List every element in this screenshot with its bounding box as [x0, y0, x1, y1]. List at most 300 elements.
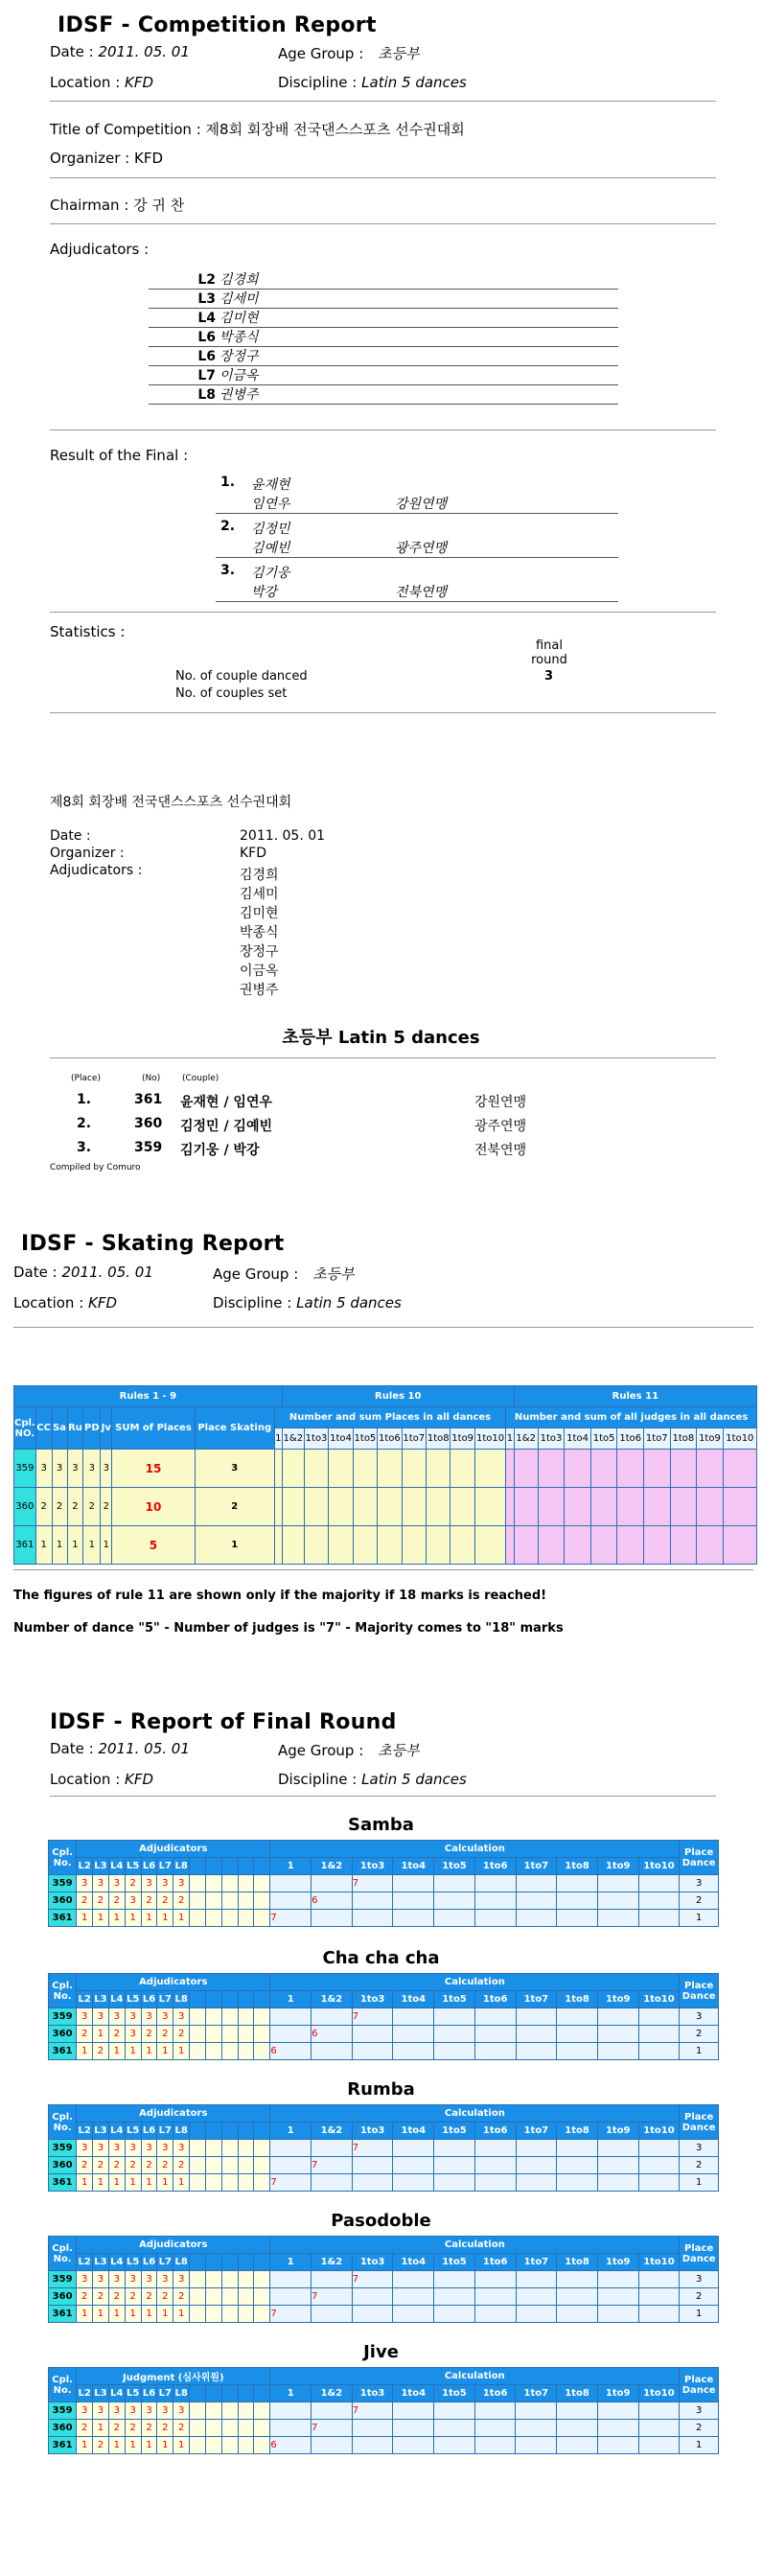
judge-header-empty [254, 2385, 270, 2402]
age-label: Age Group : [278, 45, 364, 62]
rule11-cell [565, 1526, 591, 1565]
place-dance-header: Place Dance [680, 2237, 719, 2271]
judge-mark: 2 [108, 2157, 125, 2174]
divider [50, 223, 716, 224]
judge-mark-empty [205, 2174, 221, 2192]
couple-no: 361 [49, 2437, 77, 2454]
dance-row [49, 1892, 719, 1910]
divider [50, 177, 716, 178]
dance-header-row [49, 2237, 719, 2254]
place-dance-header: Place Dance [680, 2368, 719, 2402]
judge-mark-empty [221, 1910, 238, 1927]
calc-cell [434, 1892, 475, 1910]
summary-club: 광주연맹 [474, 1119, 527, 1134]
judge-mark-empty [205, 2271, 221, 2288]
organizer-row [50, 150, 163, 167]
cpl-no-header: Cpl. NO. [14, 1407, 36, 1450]
calc-cell [516, 2008, 557, 2026]
judge-mark: 2 [157, 1892, 173, 1910]
judge-mark-empty [254, 2043, 270, 2060]
judge-header-empty [221, 2385, 238, 2402]
calc-cell [638, 2306, 680, 2323]
judge-mark: 1 [125, 2043, 141, 2060]
judge-mark: 1 [93, 2026, 109, 2043]
rule11-cell [723, 1450, 756, 1488]
skating-report-title: IDSF - Skating Report [21, 1232, 285, 1256]
dance-row [49, 1910, 719, 1927]
calc-cell [557, 1910, 598, 1927]
rule10-cell [304, 1488, 328, 1526]
location-row [50, 74, 153, 91]
rule10-cell [274, 1526, 282, 1565]
judge-header-empty [221, 2123, 238, 2140]
judge-mark: 1 [77, 2437, 93, 2454]
judge-header: L2 [77, 1991, 93, 2008]
calculation-header: Calculation [270, 2368, 680, 2385]
result-club: 전북연맹 [395, 585, 448, 600]
judge-mark-empty [221, 1892, 238, 1910]
calc-cell [516, 2174, 557, 2192]
calc-col-header: 1to3 [352, 1858, 393, 1875]
final-round-title: IDSF - Report of Final Round [50, 1710, 397, 1734]
judge-mark: 3 [157, 2008, 173, 2026]
judge-mark: 3 [77, 2140, 93, 2157]
adjudicator-code: L4 [197, 311, 216, 326]
judge-mark-empty [254, 2008, 270, 2026]
judge-mark: 1 [108, 2306, 125, 2323]
calc-col-header: 1to4 [393, 2254, 434, 2271]
majority-note: Number of dance "5" - Number of judges is "7" - Majority comes to "18" marks [13, 1621, 564, 1636]
judge-mark-empty [205, 2157, 221, 2174]
rule10-cell [427, 1450, 450, 1488]
summary-place: 3. [77, 1140, 92, 1155]
judge-mark-empty [221, 2026, 238, 2043]
adjudicator-row [149, 384, 618, 405]
calc-col-header: 1to5 [434, 1858, 475, 1875]
judge-mark-empty [205, 2288, 221, 2306]
calc-cell [474, 2420, 516, 2437]
judge-mark-empty [254, 1892, 270, 1910]
calc-col-header: 1to10 [638, 1991, 680, 2008]
judge-header: L2 [77, 2123, 93, 2140]
couple-no: 361 [49, 1910, 77, 1927]
calc-col-header: 1&2 [312, 1991, 353, 2008]
judge-mark-empty [238, 2306, 254, 2323]
calc-cell [270, 2026, 312, 2043]
judge-mark: 3 [141, 1875, 157, 1892]
calc-col-header: 1to8 [557, 2254, 598, 2271]
judge-mark: 3 [141, 2402, 157, 2420]
date-value: 2011. 05. 01 [98, 43, 190, 60]
date-label: Date : [50, 43, 94, 60]
couple-no: 361 [14, 1526, 36, 1565]
calc-cell [516, 2140, 557, 2157]
fr-discipline-row [278, 1771, 467, 1788]
judge-mark: 1 [93, 2420, 109, 2437]
calc-col-header: 1to3 [352, 2385, 393, 2402]
place-dance: 1 [680, 2437, 719, 2454]
rule11-cell [670, 1488, 697, 1526]
result-place: 3. [220, 563, 236, 578]
calc-cell [434, 1875, 475, 1892]
calc-cell [352, 2174, 393, 2192]
calc-col-header: 1&2 [312, 2254, 353, 2271]
judge-mark: 1 [141, 2306, 157, 2323]
calc-cell [474, 2402, 516, 2420]
couple-no: 361 [49, 2174, 77, 2192]
divider [50, 429, 716, 430]
calc-col-header: 1 [270, 2123, 312, 2140]
judge-mark: 1 [125, 1910, 141, 1927]
dance-row [49, 2157, 719, 2174]
couple-no: 359 [49, 2271, 77, 2288]
calc-value: 6 [270, 2437, 312, 2454]
summary-place: 2. [77, 1116, 92, 1131]
calc-cell [516, 2420, 557, 2437]
calc-cell [638, 2157, 680, 2174]
place-dance: 2 [680, 2420, 719, 2437]
judge-header-empty [205, 2123, 221, 2140]
calc-col-header: 1to9 [597, 1858, 638, 1875]
judge-mark: 2 [77, 2420, 93, 2437]
judge-mark-empty [190, 2271, 206, 2288]
judge-mark-empty [221, 2157, 238, 2174]
divider [50, 1796, 716, 1797]
calc-col-header: 1to9 [597, 2385, 638, 2402]
judge-mark: 3 [173, 2008, 190, 2026]
rule10-cell [282, 1488, 304, 1526]
calc-value: 7 [312, 2420, 353, 2437]
calc-cell [597, 2026, 638, 2043]
judge-mark: 2 [108, 2288, 125, 2306]
rule11-cell [723, 1488, 756, 1526]
calc-cell [270, 1892, 312, 1910]
calc-cell [597, 2174, 638, 2192]
dance-row [49, 2140, 719, 2157]
judge-mark-empty [254, 1875, 270, 1892]
judge-header-empty [205, 2385, 221, 2402]
couples-danced-value: 3 [544, 669, 554, 684]
calc-cell [474, 2288, 516, 2306]
judge-mark-empty [238, 2140, 254, 2157]
judge-mark-empty [190, 2420, 206, 2437]
judge-mark-empty [221, 1875, 238, 1892]
dance-row [49, 2271, 719, 2288]
calc-cell [557, 2157, 598, 2174]
judge-mark-empty [205, 2008, 221, 2026]
calc-col-header: 1&2 [312, 2123, 353, 2140]
calc-col-header: 1to5 [590, 1428, 617, 1450]
fr-discipline-label: Discipline : [278, 1771, 358, 1788]
discipline-label: Discipline : [278, 74, 358, 91]
calc-cell [557, 2174, 598, 2192]
judge-mark: 2 [108, 1892, 125, 1910]
rule11-cell [697, 1526, 724, 1565]
calc-col-header: 1 [506, 1428, 515, 1450]
rule11-cell [538, 1526, 565, 1565]
judge-mark: 1 [141, 1910, 157, 1927]
adjudicator-row [149, 346, 618, 366]
judge-header-empty [190, 1858, 206, 1875]
calc-cell [312, 2437, 353, 2454]
judge-mark-empty [238, 2437, 254, 2454]
calc-col-header: 1&2 [514, 1428, 538, 1450]
fr-discipline-value: Latin 5 dances [361, 1771, 467, 1788]
calc-value: 7 [352, 2140, 393, 2157]
adjudicators-header: Adjudicators [77, 2237, 270, 2254]
dance-header-row [49, 1841, 719, 1858]
rule11-cell [617, 1450, 644, 1488]
sk-date-label: Date : [13, 1264, 58, 1281]
sk-discipline-label: Discipline : [213, 1294, 292, 1311]
judge-mark-empty [254, 2306, 270, 2323]
calc-col-header: 1to9 [450, 1428, 474, 1450]
judge-header: L8 [173, 2385, 190, 2402]
calc-cell [312, 2174, 353, 2192]
fr-date-row [50, 1740, 190, 1757]
judge-mark: 3 [125, 2008, 141, 2026]
judge-mark: 2 [173, 2288, 190, 2306]
calc-col-header: 1 [270, 1991, 312, 2008]
judge-mark: 1 [108, 2174, 125, 2192]
summary-date-value: 2011. 05. 01 [240, 828, 326, 844]
judge-header-empty [238, 2254, 254, 2271]
place-dance: 1 [680, 2174, 719, 2192]
judge-mark-empty [221, 2174, 238, 2192]
judge-mark: 2 [141, 2420, 157, 2437]
divider [13, 1569, 753, 1570]
judge-header: L7 [157, 2123, 173, 2140]
judge-mark: 1 [141, 2174, 157, 2192]
place-dance: 2 [680, 1892, 719, 1910]
rule10-cell [274, 1450, 282, 1488]
calc-cell [474, 2157, 516, 2174]
judge-mark-empty [190, 2157, 206, 2174]
judge-mark: 1 [108, 1910, 125, 1927]
rule11-cell [644, 1450, 671, 1488]
judge-header: L4 [108, 2385, 125, 2402]
summary-no: 360 [134, 1116, 163, 1131]
couple-no: 360 [14, 1488, 36, 1526]
judge-mark: 2 [141, 2157, 157, 2174]
judge-header-empty [254, 1991, 270, 2008]
couple-no: 359 [49, 2402, 77, 2420]
judge-mark-empty [221, 2306, 238, 2323]
calc-cell [597, 2157, 638, 2174]
judge-mark: 1 [173, 2306, 190, 2323]
dance-mark: 2 [83, 1488, 101, 1526]
calc-value: 6 [270, 2043, 312, 2060]
judge-header-empty [205, 1991, 221, 2008]
calc-cell [352, 2437, 393, 2454]
judge-mark: 2 [173, 2026, 190, 2043]
judge-mark-empty [190, 2437, 206, 2454]
dance-row [49, 2420, 719, 2437]
rule11-cell [697, 1450, 724, 1488]
rule10-cell [329, 1450, 353, 1488]
judge-header: L8 [173, 2254, 190, 2271]
chairman-value: 강 귀 찬 [133, 197, 185, 214]
calc-cell [312, 1910, 353, 1927]
calc-cell [270, 2157, 312, 2174]
judge-mark: 3 [173, 2140, 190, 2157]
rule11-cell [590, 1526, 617, 1565]
judge-header: L6 [141, 1991, 157, 2008]
calc-cell [474, 2306, 516, 2323]
calc-cell [352, 2420, 393, 2437]
judge-mark-empty [238, 2008, 254, 2026]
place-dance: 2 [680, 2026, 719, 2043]
dance-title: Rumba [347, 2079, 415, 2100]
adjudicator-code: L6 [197, 349, 216, 364]
sk-age-value: 초등부 [312, 1265, 355, 1283]
skating-row [14, 1450, 757, 1488]
calc-cell [638, 1892, 680, 1910]
judge-mark: 1 [77, 2043, 93, 2060]
adjudicator-code: L8 [197, 387, 216, 403]
judge-mark: 2 [173, 1892, 190, 1910]
dance-row [49, 2288, 719, 2306]
sk-date-value: 2011. 05. 01 [61, 1264, 153, 1281]
calc-col-header: 1&2 [282, 1428, 304, 1450]
rule10-cell [329, 1488, 353, 1526]
sum-places: 15 [112, 1450, 195, 1488]
rule11-cell [538, 1488, 565, 1526]
summary-adjudicator: 김세미 [240, 887, 279, 902]
calc-cell [638, 2140, 680, 2157]
judge-header: L2 [77, 2254, 93, 2271]
dance-mark: 3 [67, 1450, 83, 1488]
calc-cell [312, 2008, 353, 2026]
calc-value: 7 [270, 1910, 312, 1927]
sum-places: 10 [112, 1488, 195, 1526]
judge-mark: 3 [108, 2402, 125, 2420]
couples-set-label: No. of couples set [175, 686, 288, 701]
summary-club: 강원연맹 [474, 1095, 527, 1110]
calc-cell [474, 2174, 516, 2192]
calc-cell [557, 2026, 598, 2043]
summary-title: 제8회 회장배 전국댄스스포츠 선수권대회 [50, 795, 292, 810]
discipline-row [278, 74, 467, 91]
calc-cell [557, 2402, 598, 2420]
divider [50, 712, 716, 713]
rule11-cell [514, 1450, 538, 1488]
judge-mark-empty [205, 2043, 221, 2060]
sum-places-header: SUM of Places [112, 1407, 195, 1450]
calc-value: 7 [352, 2008, 393, 2026]
calc-col-header: 1to3 [538, 1428, 565, 1450]
judge-header-empty [254, 2254, 270, 2271]
fr-age-value: 초등부 [378, 1742, 420, 1759]
r10-sub-header: Number and sum Places in all dances [274, 1407, 505, 1428]
place-dance: 3 [680, 2140, 719, 2157]
rule10-cell [474, 1450, 505, 1488]
calc-col-header: 1to8 [670, 1428, 697, 1450]
judge-mark: 2 [157, 2026, 173, 2043]
judge-mark: 3 [77, 2271, 93, 2288]
cpl-header: Cpl. No. [49, 2368, 77, 2402]
sk-location-row [13, 1294, 117, 1311]
calc-col-header: 1to7 [516, 2123, 557, 2140]
rule11-cell [617, 1488, 644, 1526]
judge-mark: 3 [93, 2402, 109, 2420]
place-dance-header: Place Dance [680, 1841, 719, 1875]
judge-mark: 2 [93, 2437, 109, 2454]
judge-mark: 1 [125, 2437, 141, 2454]
calc-cell [434, 2437, 475, 2454]
rule10-cell [282, 1526, 304, 1565]
dance-mark: 1 [83, 1526, 101, 1565]
judge-mark: 3 [141, 2271, 157, 2288]
divider [50, 1057, 716, 1058]
dance-title: Pasodoble [331, 2211, 431, 2231]
calc-col-header: 1to3 [352, 2123, 393, 2140]
judge-mark: 1 [173, 2437, 190, 2454]
calc-cell [393, 2157, 434, 2174]
sk-date-row [13, 1264, 153, 1281]
calc-cell [638, 1910, 680, 1927]
calc-col-header: 1to4 [565, 1428, 591, 1450]
calc-cell [270, 2140, 312, 2157]
calc-cell [638, 1875, 680, 1892]
calc-cell [516, 2271, 557, 2288]
judge-mark: 3 [125, 2140, 141, 2157]
calc-cell [516, 2157, 557, 2174]
calc-col-header: 1to4 [329, 1428, 353, 1450]
adjudicator-row [149, 327, 618, 347]
summary-club: 전북연맹 [474, 1143, 527, 1158]
judge-header: L6 [141, 2123, 157, 2140]
dance-mark: 3 [83, 1450, 101, 1488]
calc-cell [434, 2140, 475, 2157]
calc-cell [557, 1892, 598, 1910]
calc-col-header: 1to4 [393, 2385, 434, 2402]
result-name1: 김기웅 [251, 566, 290, 581]
sk-discipline-value: Latin 5 dances [296, 1294, 402, 1311]
calc-cell [434, 2288, 475, 2306]
calc-cell [516, 2043, 557, 2060]
chairman-row [50, 195, 184, 215]
judge-header-empty [190, 2385, 206, 2402]
calc-cell [597, 2306, 638, 2323]
judge-mark-empty [190, 1910, 206, 1927]
calc-cell [557, 1875, 598, 1892]
judge-header: L4 [108, 2123, 125, 2140]
judge-mark-empty [254, 2271, 270, 2288]
competition-title-label: Title of Competition : [50, 121, 201, 138]
cpl-header: Cpl. No. [49, 2105, 77, 2140]
calc-col-header: 1to7 [516, 1858, 557, 1875]
r11-sub-header: Number and sum of all judges in all dances [506, 1407, 757, 1428]
adjudicator-name: 김세미 [219, 291, 259, 307]
place-dance: 3 [680, 1875, 719, 1892]
judge-header: L3 [93, 1858, 109, 1875]
result-name2: 김예빈 [251, 541, 290, 556]
calc-col-header: 1to7 [402, 1428, 426, 1450]
calc-cell [270, 2288, 312, 2306]
judge-mark-empty [221, 2437, 238, 2454]
calc-col-header: 1 [274, 1428, 282, 1450]
calc-cell [312, 2306, 353, 2323]
col-place: (Place) [71, 1074, 101, 1083]
rule10-cell [402, 1488, 426, 1526]
rule11-cell [723, 1526, 756, 1565]
calc-cell [393, 1892, 434, 1910]
rule10-cell [427, 1526, 450, 1565]
dance-header: Jv [101, 1407, 112, 1450]
col-couple: (Couple) [182, 1074, 219, 1083]
place-skating: 3 [195, 1450, 274, 1488]
